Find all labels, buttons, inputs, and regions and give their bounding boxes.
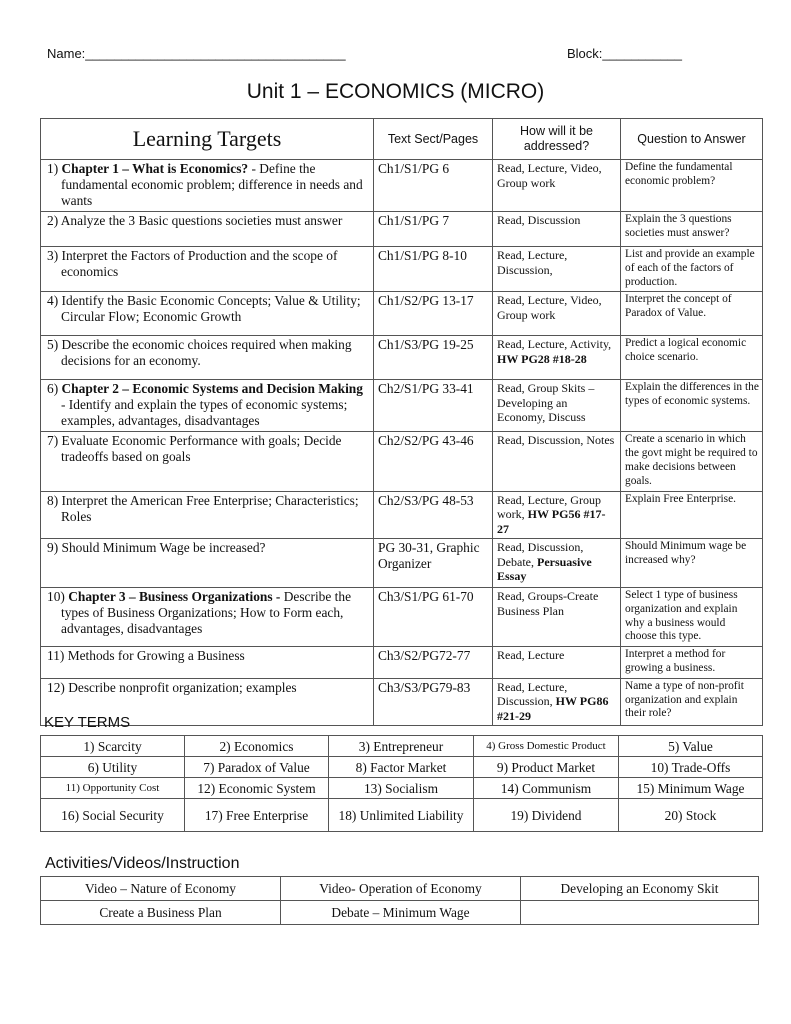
target-number: 11) — [47, 648, 68, 664]
target-number: 2) — [47, 213, 61, 228]
target-number: 5) — [47, 337, 62, 353]
target-how-addressed — [493, 160, 621, 212]
how-text: Read, Lecture — [497, 648, 565, 663]
target-chapter-title: Chapter 3 – Business Organizations - — [68, 589, 281, 605]
target-text: Should Minimum Wage be increased? — [61, 540, 266, 556]
target-text: Describe the types of Business Organizations; How to Form each, advantages, disadvantages — [61, 589, 352, 637]
key-term: 18) Unlimited Liability — [329, 799, 474, 832]
target-how-addressed — [493, 539, 621, 588]
target-row — [41, 292, 763, 336]
key-term: 14) Communism — [474, 778, 619, 799]
key-term: 19) Dividend — [474, 799, 619, 832]
target-text: Describe nonprofit organization; examples — [68, 679, 297, 695]
activities-row — [41, 877, 759, 901]
key-term: 7) Paradox of Value — [185, 757, 329, 778]
target-description — [41, 491, 374, 539]
target-question: List and provide an example of each of the factors of production. — [621, 247, 763, 292]
name-field-label: Name:____________________________________ — [47, 46, 346, 61]
activities-table — [40, 876, 759, 925]
key-term: 3) Entrepreneur — [329, 736, 474, 757]
key-term: 9) Product Market — [474, 757, 619, 778]
key-term: 13) Socialism — [329, 778, 474, 799]
how-text: Read, Groups-Create Business Plan — [497, 589, 599, 618]
target-description — [41, 247, 374, 292]
target-row — [41, 247, 763, 292]
target-text: Interpret the Factors of Production and the scope of economics — [61, 248, 338, 279]
target-number: 10) — [47, 589, 69, 605]
target-number: 1) — [47, 161, 62, 176]
activity-item: Create a Business Plan — [41, 901, 281, 925]
col-header-how-addressed: How will it be addressed? — [493, 119, 621, 160]
target-row — [41, 336, 763, 380]
target-row — [41, 380, 763, 432]
target-row — [41, 160, 763, 212]
target-row — [41, 647, 763, 679]
activity-item: Video – Nature of Economy — [41, 877, 281, 901]
target-text: Evaluate Economic Performance with goals; Decide tradeoffs based on goals — [61, 433, 342, 465]
target-question: Explain Free Enterprise. — [621, 491, 763, 539]
key-term: 1) Scarcity — [41, 736, 185, 757]
target-row — [41, 432, 763, 491]
target-text: Identify the Basic Economic Concepts; Value & Utility; Circular Flow; Economic Growth — [61, 293, 361, 325]
how-text: Read, Discussion — [497, 213, 581, 227]
target-chapter-title: Chapter 2 – Economic Systems and Decision Making — [61, 381, 363, 397]
how-text: Read, Discussion, Debate, — [497, 540, 584, 569]
target-row — [41, 678, 763, 726]
block-field-label: Block:___________ — [567, 46, 682, 61]
how-text: Read, Lecture, Discussion, — [497, 248, 568, 277]
target-description — [41, 380, 374, 432]
target-row — [41, 212, 763, 247]
key-terms-row — [41, 799, 763, 832]
activities-row — [41, 901, 759, 925]
how-text: Read, Lecture, Activity, — [497, 337, 612, 352]
col-header-question: Question to Answer — [621, 119, 763, 160]
target-number: 9) — [47, 540, 62, 556]
target-how-addressed — [493, 678, 621, 726]
key-term: 8) Factor Market — [329, 757, 474, 778]
target-question: Explain the 3 questions societies must answer? — [621, 212, 763, 247]
target-pages: Ch1/S1/PG 8-10 — [374, 247, 493, 292]
homework-assignment: HW PG86 #21-29 — [497, 694, 609, 723]
target-question: Name a type of non-profit organization and explain their role? — [621, 678, 763, 726]
target-text: - Define the fundamental economic problem; difference in needs and wants — [61, 161, 363, 208]
target-how-addressed — [493, 212, 621, 247]
target-how-addressed — [493, 247, 621, 292]
target-description — [41, 647, 374, 679]
how-text: Read, Lecture, Video, Group work — [497, 161, 602, 190]
how-text: Read, Lecture, Discussion, — [497, 679, 568, 709]
target-how-addressed — [493, 588, 621, 647]
target-pages: Ch3/S2/PG72-77 — [374, 647, 493, 679]
target-chapter-title: Chapter 1 – What is Economics? — [61, 161, 249, 176]
target-question: Interpret a method for growing a business. — [621, 647, 763, 679]
target-number: 12) — [47, 679, 69, 695]
target-text: Methods for Growing a Business — [67, 648, 245, 664]
key-term: 10) Trade-Offs — [619, 757, 763, 778]
target-description — [41, 588, 374, 647]
col-header-learning-targets: Learning Targets — [41, 119, 374, 160]
target-text: Describe the economic choices required when making decisions for an economy. — [61, 337, 352, 369]
activity-item: Developing an Economy Skit — [521, 877, 759, 901]
key-terms-heading: KEY TERMS — [44, 714, 131, 731]
target-pages: PG 30-31, Graphic Organizer — [374, 539, 493, 588]
target-how-addressed — [493, 336, 621, 380]
how-text: Read, Lecture, Group work, — [497, 492, 601, 522]
target-pages: Ch2/S3/PG 48-53 — [374, 491, 493, 539]
target-question: Explain the differences in the types of economic systems. — [621, 380, 763, 432]
key-term: 15) Minimum Wage — [619, 778, 763, 799]
target-pages: Ch3/S3/PG79-83 — [374, 678, 493, 726]
target-question: Should Minimum wage be increased why? — [621, 539, 763, 588]
how-text: Read, Group Skits – Developing an Economy, Discuss — [497, 381, 595, 425]
target-row — [41, 588, 763, 647]
target-description — [41, 160, 374, 212]
col-header-text-pages: Text Sect/Pages — [374, 119, 493, 160]
activity-item: Debate – Minimum Wage — [281, 901, 521, 925]
key-term: 20) Stock — [619, 799, 763, 832]
target-number: 8) — [47, 492, 62, 508]
target-description — [41, 212, 374, 247]
target-how-addressed — [493, 491, 621, 539]
key-terms-row — [41, 736, 763, 757]
homework-assignment: Persuasive Essay — [497, 554, 592, 584]
homework-assignment: HW PG28 #18-28 — [497, 351, 587, 366]
key-term: 11) Opportunity Cost — [41, 778, 185, 799]
target-description — [41, 432, 374, 491]
key-term: 16) Social Security — [41, 799, 185, 832]
target-pages: Ch1/S1/PG 6 — [374, 160, 493, 212]
target-question: Predict a logical economic choice scenario. — [621, 336, 763, 380]
target-number: 6) — [47, 381, 62, 397]
target-pages: Ch1/S1/PG 7 — [374, 212, 493, 247]
target-pages: Ch1/S3/PG 19-25 — [374, 336, 493, 380]
target-pages: Ch1/S2/PG 13-17 — [374, 292, 493, 336]
homework-assignment: HW PG56 #17-27 — [497, 507, 606, 536]
target-row — [41, 539, 763, 588]
target-description — [41, 539, 374, 588]
key-term: 5) Value — [619, 736, 763, 757]
activity-item: Video- Operation of Economy — [281, 877, 521, 901]
how-text: Read, Discussion, Notes — [497, 433, 615, 448]
target-how-addressed — [493, 647, 621, 679]
target-row — [41, 491, 763, 539]
key-term: 12) Economic System — [185, 778, 329, 799]
target-how-addressed — [493, 380, 621, 432]
key-term: 17) Free Enterprise — [185, 799, 329, 832]
target-text: Interpret the American Free Enterprise; Characteristics; Roles — [61, 492, 359, 524]
target-text: - Identify and explain the types of economic systems; examples, advantages, disadvantages — [61, 397, 348, 429]
target-number: 3) — [47, 248, 62, 263]
target-question: Define the fundamental economic problem? — [621, 160, 763, 212]
target-pages: Ch2/S2/PG 43-46 — [374, 432, 493, 491]
target-question: Select 1 type of business organization and explain why a business would choose this type. — [621, 588, 763, 647]
target-description — [41, 292, 374, 336]
how-text: Read, Lecture, Video, Group work — [497, 293, 602, 322]
key-term: 6) Utility — [41, 757, 185, 778]
target-number: 7) — [47, 433, 62, 449]
activities-heading: Activities/Videos/Instruction — [45, 855, 240, 872]
page-title: Unit 1 – ECONOMICS (MICRO) — [246, 80, 545, 103]
target-text: Analyze the 3 Basic questions societies must answer — [60, 213, 343, 228]
target-question: Create a scenario in which the govt might be required to make decisions between goals. — [621, 432, 763, 491]
key-term: 4) Gross Domestic Product — [474, 736, 619, 757]
target-question: Interpret the concept of Paradox of Value. — [621, 292, 763, 336]
target-pages: Ch2/S1/PG 33-41 — [374, 380, 493, 432]
learning-targets-table — [40, 118, 763, 726]
target-number: 4) — [47, 293, 62, 309]
target-pages: Ch3/S1/PG 61-70 — [374, 588, 493, 647]
key-terms-row — [41, 757, 763, 778]
target-how-addressed — [493, 292, 621, 336]
key-terms-table — [40, 735, 763, 832]
activity-item — [521, 901, 759, 925]
key-term: 2) Economics — [185, 736, 329, 757]
key-terms-row — [41, 778, 763, 799]
target-how-addressed — [493, 432, 621, 491]
target-description — [41, 336, 374, 380]
